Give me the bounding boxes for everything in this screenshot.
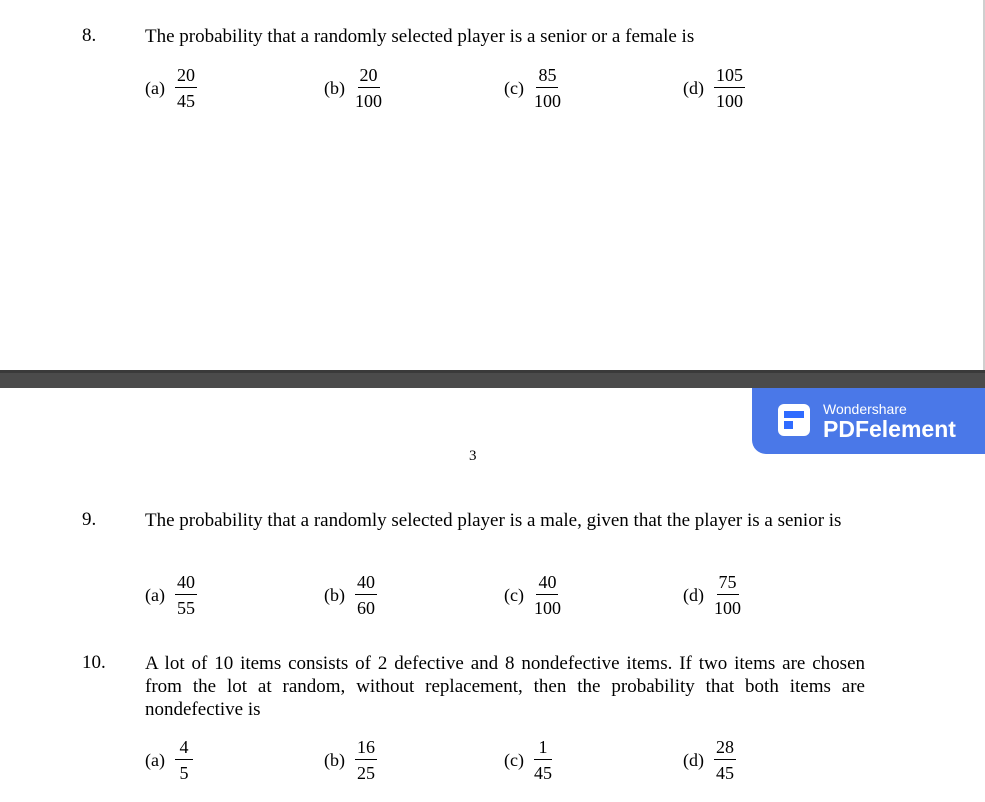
fraction xyxy=(175,737,193,783)
pdfelement-logo-icon xyxy=(778,404,810,436)
numerator: 28 xyxy=(714,737,736,760)
question-10-number: 10. xyxy=(82,652,106,673)
fraction xyxy=(175,572,197,618)
option-label: (a) xyxy=(145,77,165,98)
question-8-number: 8. xyxy=(82,25,97,46)
denominator: 60 xyxy=(357,598,375,618)
q8-option-b xyxy=(324,65,382,111)
pdfelement-watermark-badge[interactable] xyxy=(752,388,985,454)
question-9-number: 9. xyxy=(82,509,97,530)
denominator: 100 xyxy=(716,91,743,111)
q9-option-c xyxy=(504,572,561,618)
denominator: 100 xyxy=(533,598,561,618)
denominator: 55 xyxy=(176,598,195,618)
option-label: (b) xyxy=(324,584,345,605)
numerator: 40 xyxy=(355,572,377,595)
numerator: 20 xyxy=(175,65,197,88)
denominator: 100 xyxy=(714,598,741,618)
numerator: 1 xyxy=(534,737,552,760)
numerator: 40 xyxy=(536,572,558,595)
denominator: 45 xyxy=(716,763,734,783)
numerator: 20 xyxy=(358,65,380,88)
fraction xyxy=(714,737,736,783)
q10-option-b xyxy=(324,737,377,783)
page-number: 3 xyxy=(469,448,477,464)
question-10-text: A lot of 10 items consists of 2 defective and 8 nondefective items. If two items are chosen from the lot at random, without replacement, then the probability that both items are nondefective is xyxy=(145,653,865,720)
option-label: (c) xyxy=(504,77,524,98)
page-gap xyxy=(0,370,985,388)
pdf-page-top xyxy=(0,0,985,370)
option-label: (b) xyxy=(324,77,345,98)
option-label: (a) xyxy=(145,749,165,770)
fraction xyxy=(534,572,561,618)
option-label: (d) xyxy=(683,584,704,605)
q9-option-b xyxy=(324,572,377,618)
fraction xyxy=(714,572,741,618)
denominator: 100 xyxy=(355,91,382,111)
q9-option-d xyxy=(683,572,741,618)
fraction xyxy=(175,65,197,111)
numerator: 85 xyxy=(536,65,558,88)
option-label: (a) xyxy=(145,584,165,605)
fraction xyxy=(355,737,377,783)
question-9-text: The probability that a randomly selected player is a male, given that the player is a senior is xyxy=(145,510,842,531)
q10-option-a xyxy=(145,737,193,783)
numerator: 4 xyxy=(175,737,193,760)
fraction xyxy=(534,65,561,111)
denominator: 45 xyxy=(176,91,195,111)
option-label: (d) xyxy=(683,749,704,770)
numerator: 40 xyxy=(175,572,197,595)
denominator: 45 xyxy=(533,763,552,783)
fraction xyxy=(355,65,382,111)
denominator: 5 xyxy=(179,763,189,783)
numerator: 75 xyxy=(717,572,739,595)
option-label: (b) xyxy=(324,749,345,770)
numerator: 105 xyxy=(714,65,745,88)
option-label: (c) xyxy=(504,749,524,770)
option-label: (c) xyxy=(504,584,524,605)
fraction xyxy=(355,572,377,618)
q10-option-d xyxy=(683,737,736,783)
q10-option-c xyxy=(504,737,552,783)
question-8-text: The probability that a randomly selected player is a senior or a female is xyxy=(145,26,695,47)
q8-option-a xyxy=(145,65,197,111)
q9-option-a xyxy=(145,572,197,618)
watermark-brand: Wondershare xyxy=(823,401,907,417)
watermark-product: PDFelement xyxy=(823,416,956,442)
numerator: 16 xyxy=(355,737,377,760)
denominator: 25 xyxy=(357,763,375,783)
q8-option-c xyxy=(504,65,561,111)
q8-option-d xyxy=(683,65,745,111)
option-label: (d) xyxy=(683,77,704,98)
fraction xyxy=(534,737,552,783)
denominator: 100 xyxy=(533,91,561,111)
fraction xyxy=(714,65,745,111)
